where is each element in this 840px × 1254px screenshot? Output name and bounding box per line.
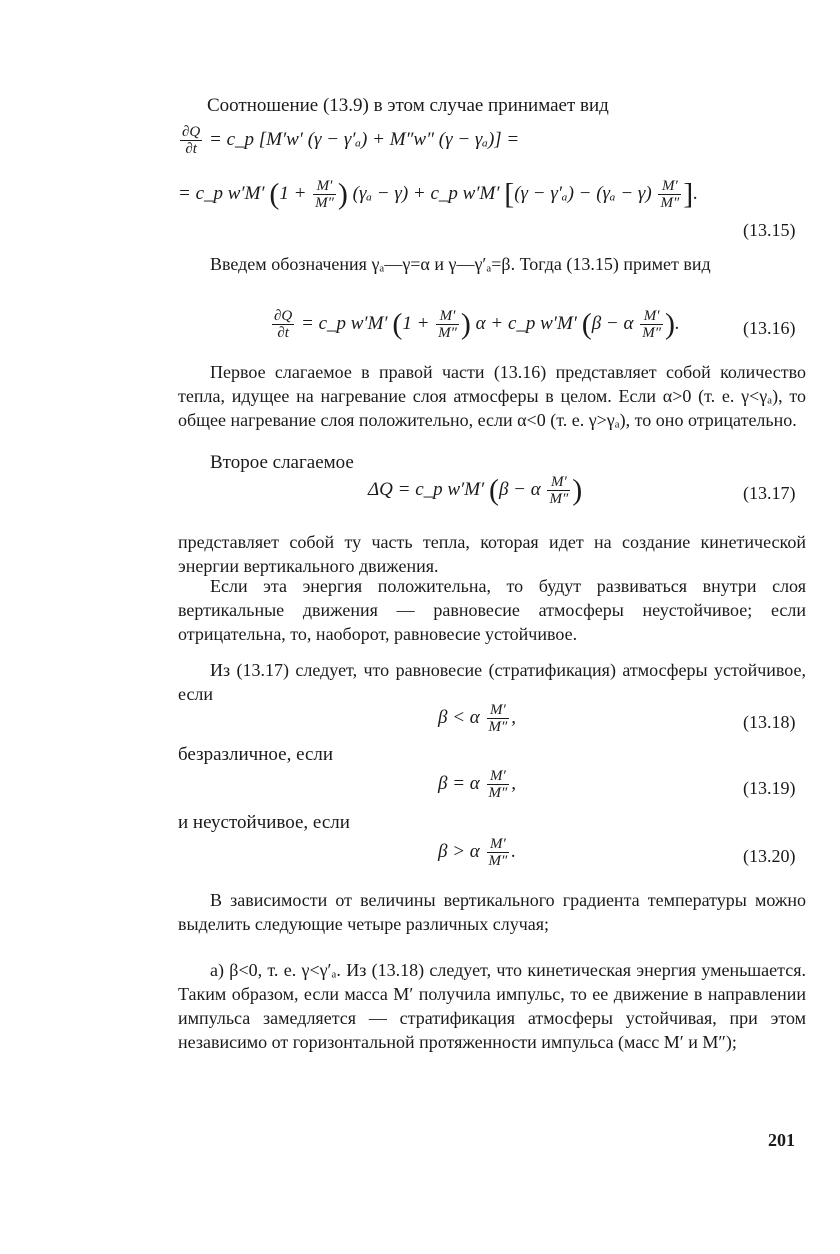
equation-number-13-16: (13.16) [743,318,796,338]
equation-number-13-17: (13.17) [743,483,796,503]
fraction-m-ratio: $\frac{M'}{M''}$ [315,178,334,211]
label-indifferent: безразличное, если [178,744,334,765]
page-number: 201 [768,1130,795,1150]
equation-number-13-18: (13.18) [743,712,796,732]
paragraph-first-term: Первое слагаемое в правой части (13.16) представляет собой количество тепла, идущее на нагревание слоя атмосферы в целом. Если α>0 (т. е. γ<γₐ), то общее нагревание слоя положительно, если α<0 (т. е. γ>γₐ), то оно отрицательно. [178,362,806,430]
equation-number-13-20: (13.20) [743,846,796,866]
equation-13-19: β = α $\frac{M'}{M''}$ , [438,768,517,801]
equation-13-15-line-1-rhs: = c_p [M′w′ (γ − γ′ₐ) + M″w″ (γ − γₐ)] = [209,128,520,150]
equation-number-13-19: (13.19) [743,778,796,798]
paragraph-cases: В зависимости от величины вертикального градиента температуры можно выделить следующие четыре различных случая; [178,890,806,934]
equation-13-15-line-2: = c_p w′M′ (1 + $\frac{M'}{M''}$ ) (γₐ − γ) + c_p w′M′ [(γ − γ′ₐ) − (γₐ − γ) $\frac{M'}{M''}$ ]. [178,177,698,211]
paragraph-notation: Введем обозначения γₐ—γ=α и γ—γ′ₐ=β. Тогда (13.15) примет вид [210,254,711,274]
paragraph-represents: представляет собой ту часть тепла, которая идет на создание кинетической энергии вертикального движения. [178,532,806,576]
equation-13-18: β < α $\frac{M'}{M''}$ , [438,702,517,735]
fraction-dq-dt: $\frac{\partial Q}{\partial t}$ [182,124,201,157]
equation-number-13-15: (13.15) [743,220,796,240]
equation-13-20: β > α $\frac{M'}{M''}$ . [438,836,517,869]
second-term-label: Второе слагаемое [210,452,354,473]
paragraph-from-13-17: Из (13.17) следует, что равновесие (стратификация) атмосферы устойчивое, если [178,660,806,704]
paragraph-case-a: а) β<0, т. е. γ<γ′ₐ. Из (13.18) следует, что кинетическая энергия уменьшается. Таким образом, если масса M′ получила импульс, то ее движение в направлении импульса замедляется — стратификация атмосферы устойчивая, при этом независимо от горизонтальной протяженности импульса (масс M′ и M″); [178,960,806,1052]
intro-line: Соотношение (13.9) в этом случае принимает вид [207,95,609,116]
paragraph-if-positive: Если эта энергия положительна, то будут развиваться внутри слоя вертикальные движения — равновесие атмосферы неустойчивое; если отрицательна, то, наоборот, равновесие устойчивое. [178,576,806,644]
label-unstable: и неустойчивое, если [178,812,350,833]
equation-13-16: $\frac{\partial Q}{\partial t}$ = c_p w′M′ (1 + $\frac{M'}{M''}$ ) α + c_p w′M′ (β − α $\frac{M'}{M''}$ ). [274,307,680,341]
equation-13-17: ΔQ = c_p w′M′ (β − α $\frac{M'}{M''}$ ) [368,473,583,507]
equation-13-15-line-1 [178,124,519,157]
